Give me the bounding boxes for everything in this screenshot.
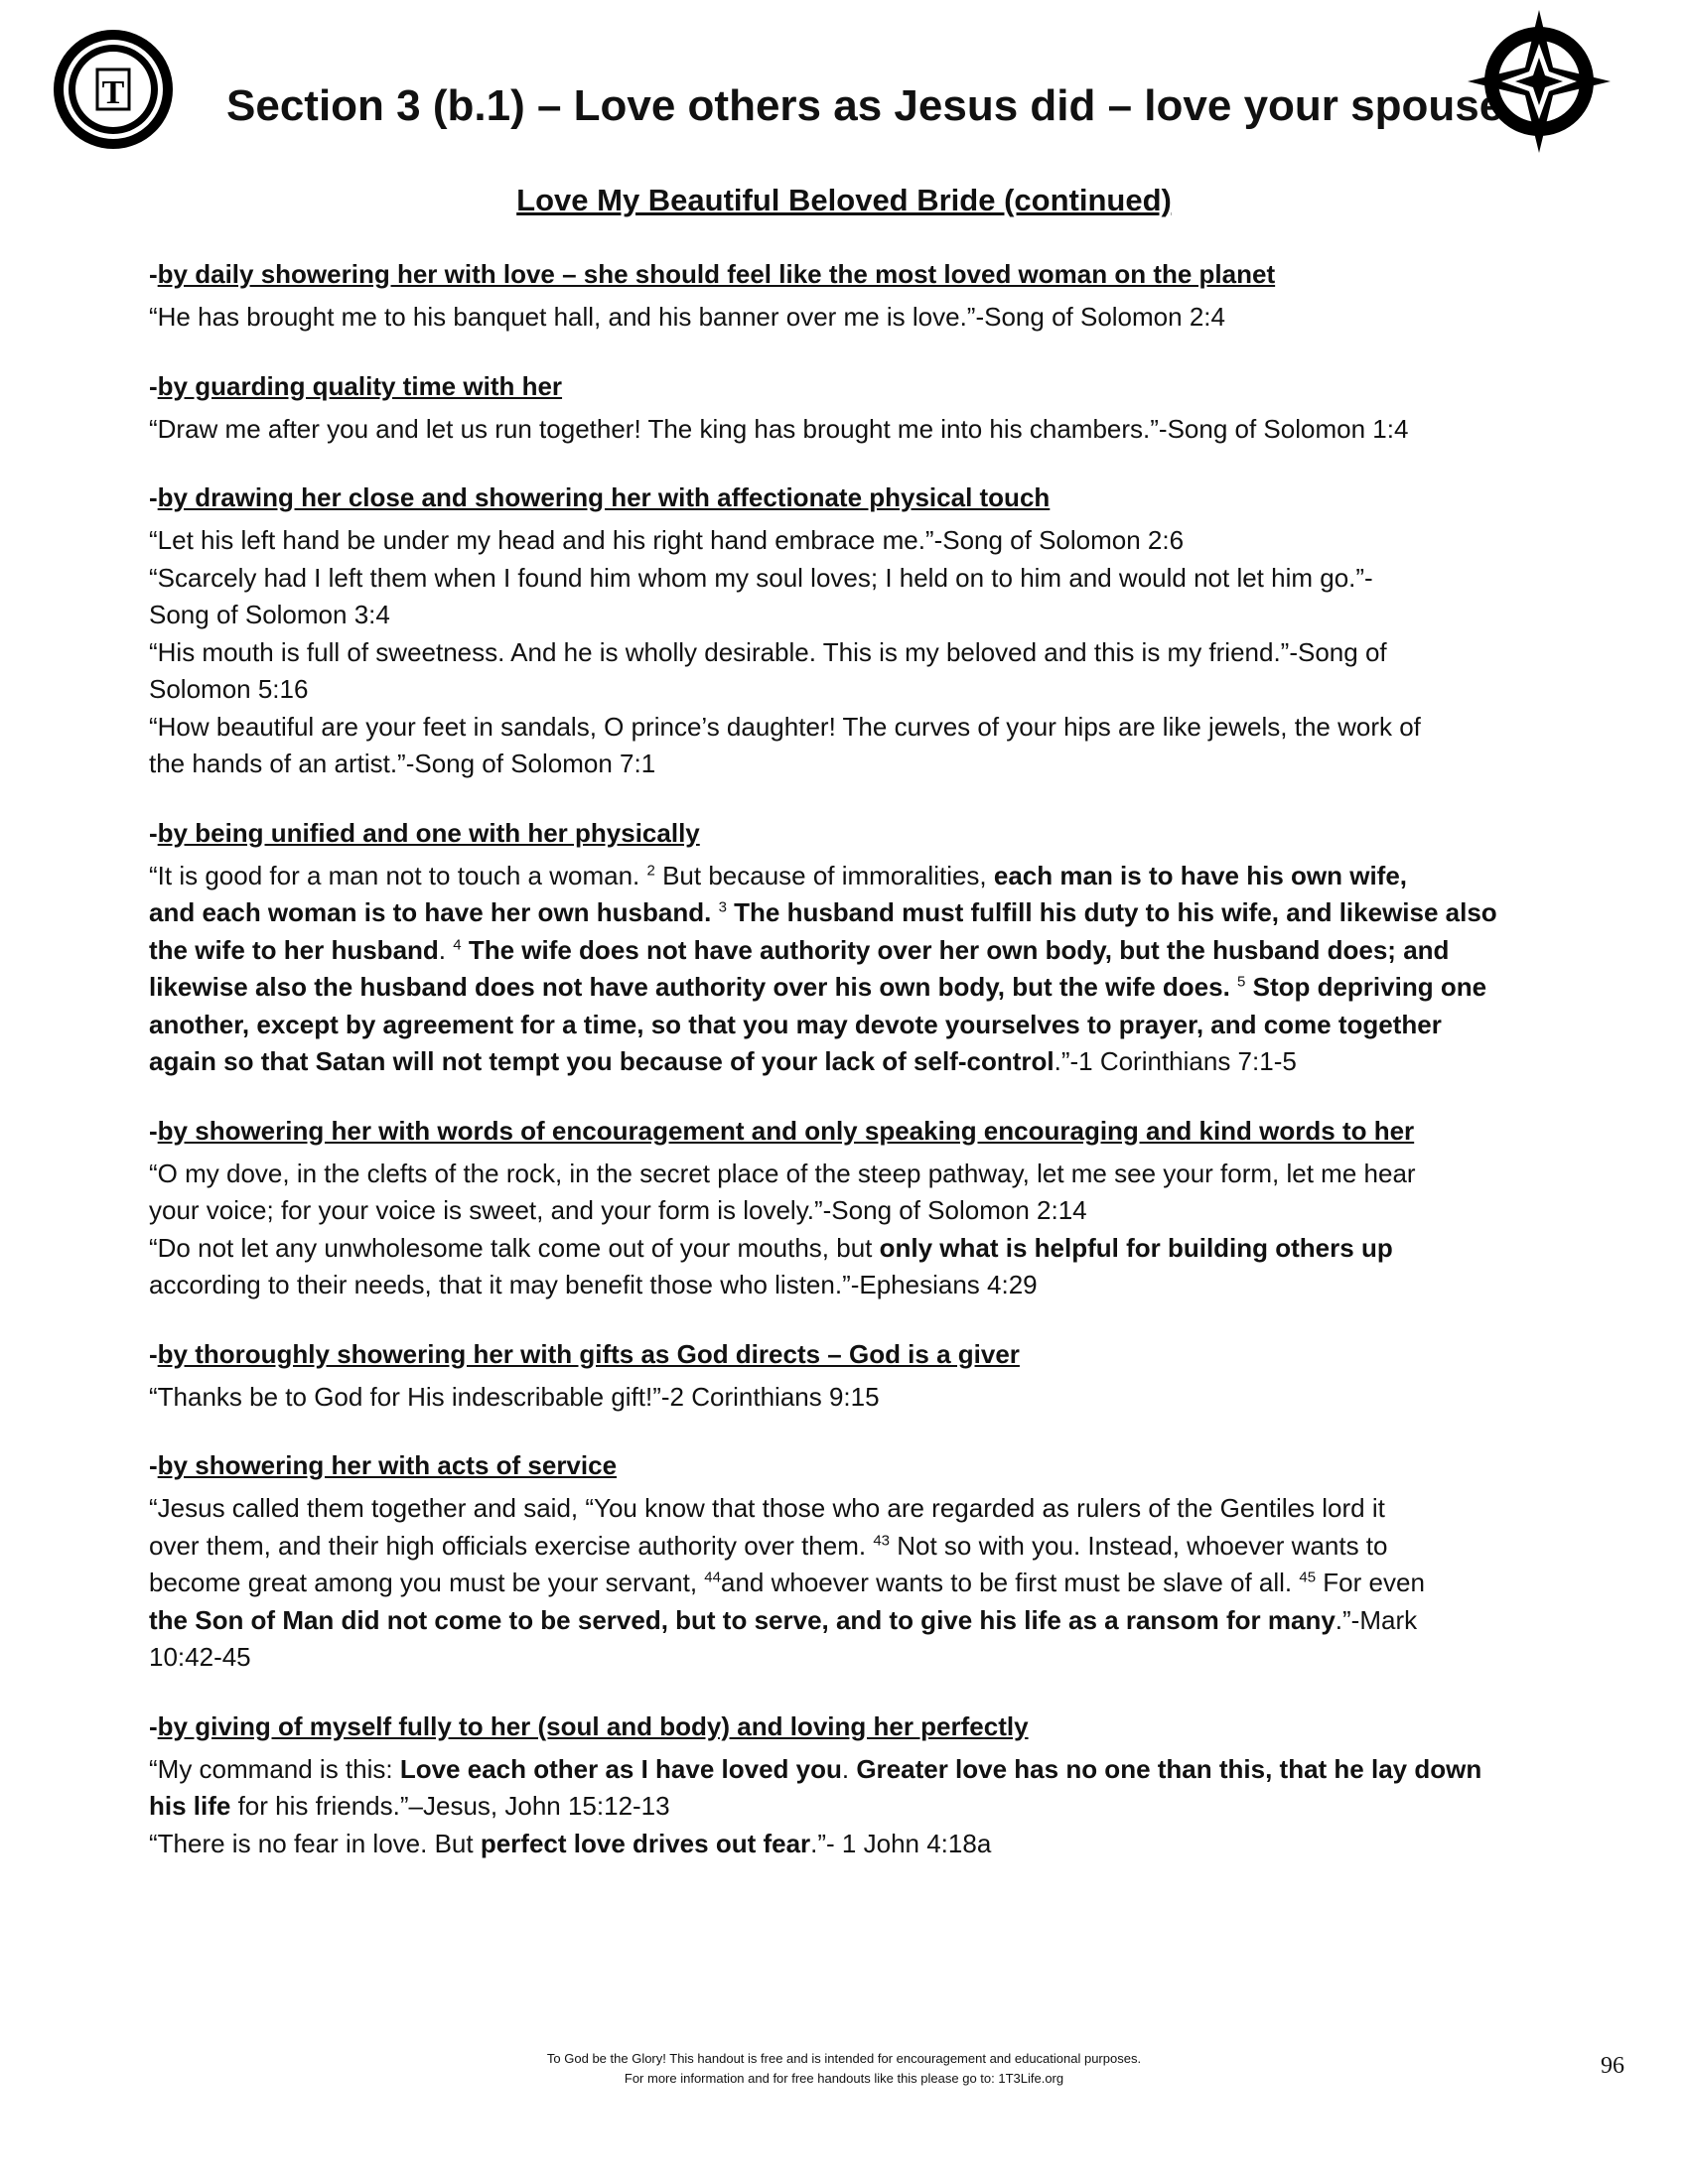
- scripture-line: his life for his friends.”–Jesus, John 15:12-13: [149, 1791, 670, 1821]
- scripture-line: “There is no fear in love. But perfect love drives out fear.”- 1 John 4:18a: [149, 1828, 992, 1858]
- scripture-line: Song of Solomon 3:4: [149, 600, 390, 629]
- scripture-line: over them, and their high officials exercise authority over them. $^{43}$ Not so with you. Instead, whoever wants to: [149, 1530, 1388, 1561]
- scripture-line: another, except by agreement for a time, so that you may devote yourselves to prayer, and come together: [149, 1009, 1442, 1039]
- scripture-line: “My command is this: Love each other as I have loved you. Greater love has no one than this, that he lay down: [149, 1753, 1482, 1784]
- scripture-line: 10:42-45: [149, 1642, 251, 1672]
- content-body: [149, 256, 1549, 1894]
- scripture-line: “His mouth is full of sweetness. And he is wholly desirable. This is my beloved and this is my friend.”-Song of: [149, 636, 1387, 667]
- logo-letter: T: [101, 74, 125, 111]
- section-physical-touch: [149, 479, 1549, 783]
- scripture-line: become great among you must be your servant, $^{44}$and whoever wants to be first must be slave of all. $^{45}$ For even: [149, 1568, 1425, 1597]
- scripture-line: “Draw me after you and let us run together! The king has brought me into his chambers.”-Song of Solomon 1:4: [149, 413, 1409, 444]
- section-unified: [149, 815, 1549, 1081]
- scripture-line: “Thanks be to God for His indescribable gift!”-2 Corinthians 9:15: [149, 1381, 880, 1412]
- section-heading: -by showering her with acts of service: [149, 1450, 618, 1480]
- scripture-line: likewise also the husband does not have authority over his own body, but the wife does. $^5$ Stop depriving one: [149, 972, 1487, 1002]
- section-acts-of-service: [149, 1447, 1549, 1677]
- subtitle: Love My Beautiful Beloved Bride (continued): [516, 183, 1172, 217]
- section-quality-time: [149, 368, 1549, 449]
- scripture-line: “Do not let any unwholesome talk come out of your mouths, but only what is helpful for building others up: [149, 1232, 1393, 1263]
- footer-line-2: For more information and for free handouts like this please go to: 1T3Life.org: [624, 2071, 1064, 2086]
- scripture-line: according to their needs, that it may benefit those who listen.”-Ephesians 4:29: [149, 1270, 1038, 1299]
- section-encouragement: [149, 1113, 1549, 1304]
- scripture-line: “O my dove, in the clefts of the rock, in the secret place of the steep pathway, let me see your form, let me hear: [149, 1158, 1416, 1188]
- section-heading: -by drawing her close and showering her with affectionate physical touch: [149, 482, 1051, 512]
- scripture-line: “It is good for a man not to touch a woman. $^2$ But because of immoralities, each man is to have his own wife,: [149, 860, 1408, 890]
- scripture-line: Solomon 5:16: [149, 674, 309, 704]
- scripture-line: the hands of an artist.”-Song of Solomon 7:1: [149, 749, 656, 778]
- page-title: Section 3 (b.1) – Love others as Jesus did – love your spouse: [226, 81, 1504, 130]
- section-daily-love: [149, 256, 1549, 337]
- scripture-line: “Let his left hand be under my head and his right hand embrace me.”-Song of Solomon 2:6: [149, 525, 1185, 555]
- scripture-line: again so that Satan will not tempt you because of your lack of self-control.”-1 Corinthians 7:1-5: [149, 1046, 1297, 1076]
- scripture-line: the Son of Man did not come to be served, but to serve, and to give his life as a ransom for many.”-Mark: [149, 1604, 1418, 1635]
- scripture-line: the wife to her husband. $^4$ The wife does not have authority over her own body, but the husband does; and: [149, 934, 1450, 965]
- section-heading: -by showering her with words of encouragement and only speaking encouraging and kind words to her: [149, 1115, 1415, 1146]
- scripture-line: and each woman is to have her own husband. $^3$ The husband must fulfill his duty to his wife, and likewise also: [149, 897, 1497, 927]
- scripture-line: “Scarcely had I left them when I found him whom my soul loves; I held on to him and would not let him go.”-: [149, 562, 1373, 593]
- section-heading: -by being unified and one with her physically: [149, 817, 700, 848]
- section-heading: -by daily showering her with love – she should feel like the most loved woman on the planet: [149, 259, 1276, 289]
- compass-star-icon: [1466, 8, 1613, 155]
- scripture-line: your voice; for your voice is sweet, and your form is lovely.”-Song of Solomon 2:14: [149, 1195, 1087, 1225]
- t3-life-logo-icon: [52, 28, 175, 151]
- section-heading: -by thoroughly showering her with gifts as God directs – God is a giver: [149, 1338, 1020, 1369]
- section-giving-myself: [149, 1708, 1549, 1863]
- section-gifts: [149, 1336, 1549, 1417]
- footer: [0, 2049, 1688, 2089]
- scripture-line: “How beautiful are your feet in sandals, O prince’s daughter! The curves of your hips are like jewels, the work of: [149, 711, 1421, 742]
- section-heading: -by guarding quality time with her: [149, 370, 563, 401]
- scripture-line: “He has brought me to his banquet hall, and his banner over me is love.”-Song of Solomon 2:4: [149, 302, 1225, 332]
- section-heading: -by giving of myself fully to her (soul and body) and loving her perfectly: [149, 1710, 1029, 1741]
- page-number: 96: [1601, 2053, 1624, 2079]
- footer-line-1: To God be the Glory! This handout is free and is intended for encouragement and educational purposes.: [546, 2051, 1142, 2066]
- scripture-line: “Jesus called them together and said, “You know that those who are regarded as rulers of the Gentiles lord it: [149, 1493, 1385, 1523]
